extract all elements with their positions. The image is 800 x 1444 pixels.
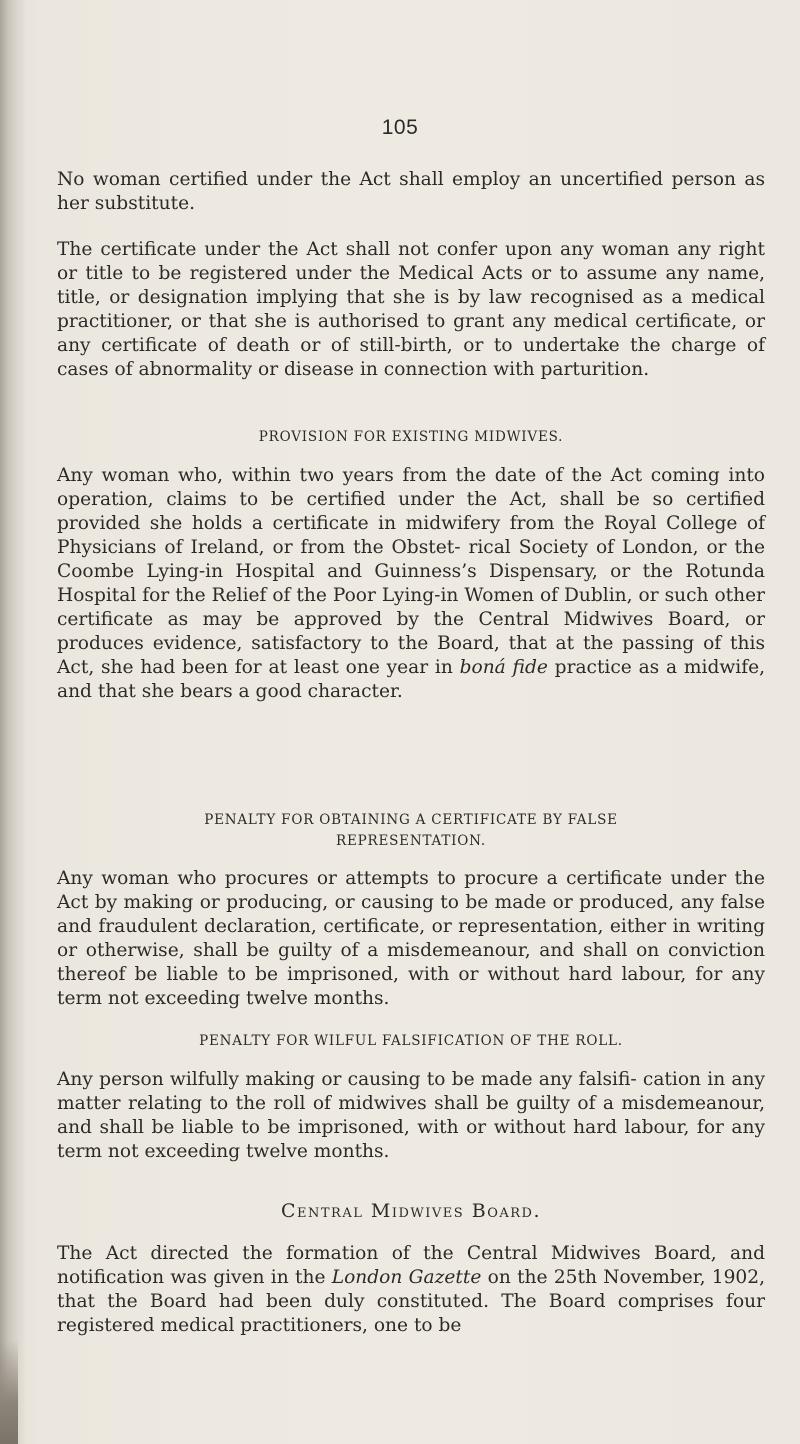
heading-penalty-false-representation <box>57 810 765 852</box>
paragraph-falsification <box>57 1068 765 1164</box>
paragraph-text: No woman certified under the Act shall employ an uncertified person as her substitute. <box>57 169 765 214</box>
paragraph-text-end: on the 25th November, 1902, that the Board had been duly constituted. The Board comprises four registered medical practitioners, one to be <box>57 1267 765 1336</box>
paragraph-existing-midwives <box>57 464 765 704</box>
paragraph-certificate-rights <box>57 238 765 382</box>
paragraph-board-formation <box>57 1242 765 1338</box>
paragraph-text: The certificate under the Act shall not confer upon any woman any right or title to be registered under the Medical Acts or to assume any name, title, or designation implying that she is by law recognised as a medical practitioner, or that she is authorised to grant any medical certificate, or any certificate of death or of still-birth, or to undertake the charge of cases of abnormality or disease in connection with parturition. <box>57 239 765 380</box>
page-gutter-shadow <box>0 0 26 1444</box>
paragraph-text: Any person wilfully making or causing to be made any falsifi- cation in any matter relating to the roll of midwives shall be guilty of a misdemeanour, and shall be liable to be imprisoned, with or without hard labour, for any term not exceeding twelve months. <box>57 1069 765 1162</box>
heading-central-midwives-board: Central Midwives Board. <box>280 1200 541 1222</box>
heading-line: REPRESENTATION. <box>336 833 486 849</box>
paragraph-text-end: practice as a midwife, and that she bears a good character. <box>57 657 766 702</box>
paragraph-false-representation <box>57 867 765 1011</box>
heading-provision-existing-midwives: PROVISION FOR EXISTING MIDWIVES. <box>258 429 564 445</box>
paragraph-substitute <box>57 168 765 216</box>
paragraph-text: Any woman who, within two years from the date of the Act coming into operation, claims to be certified under the Act, shall be so certified provided she holds a certificate in midwifery from the Royal College of Physicians of Ireland, or from the Obstet- rical Society of London, or the Coombe Lying-in Hospital and Guinness’s Dispensary, or the Rotunda Hospital for the Relief of the Poor Lying-in Women of Dublin, or such other certificate as may be approved by the Central Midwives Board, or produces evidence, satisfactory to the Board, that at the passing of this Act, she had been for at least one year in <box>57 465 765 678</box>
paragraph-text: Any woman who procures or attempts to procure a certificate under the Act by making or producing, or causing to be made or produced, any false and fraudulent declaration, certificate, or representation, either in writing or otherwise, shall be guilty of a misdemeanour, and shall on conviction thereof be liable to be imprisoned, with or without hard labour, for any term not exceeding twelve months. <box>57 868 765 1009</box>
italic-phrase: boná fide <box>459 657 548 678</box>
heading-penalty-falsification: PENALTY FOR WILFUL FALSIFICATION OF THE ROLL. <box>199 1033 623 1049</box>
paragraph-text: The Act directed the formation of the Central Midwives Board, and notification was given in the <box>57 1243 765 1288</box>
page-corner-shadow <box>0 1340 18 1444</box>
italic-publication-title: London Gazette <box>331 1267 482 1288</box>
heading-line: PENALTY FOR OBTAINING A CERTIFICATE BY FALSE <box>204 812 618 828</box>
page-number: 105 <box>381 116 419 139</box>
